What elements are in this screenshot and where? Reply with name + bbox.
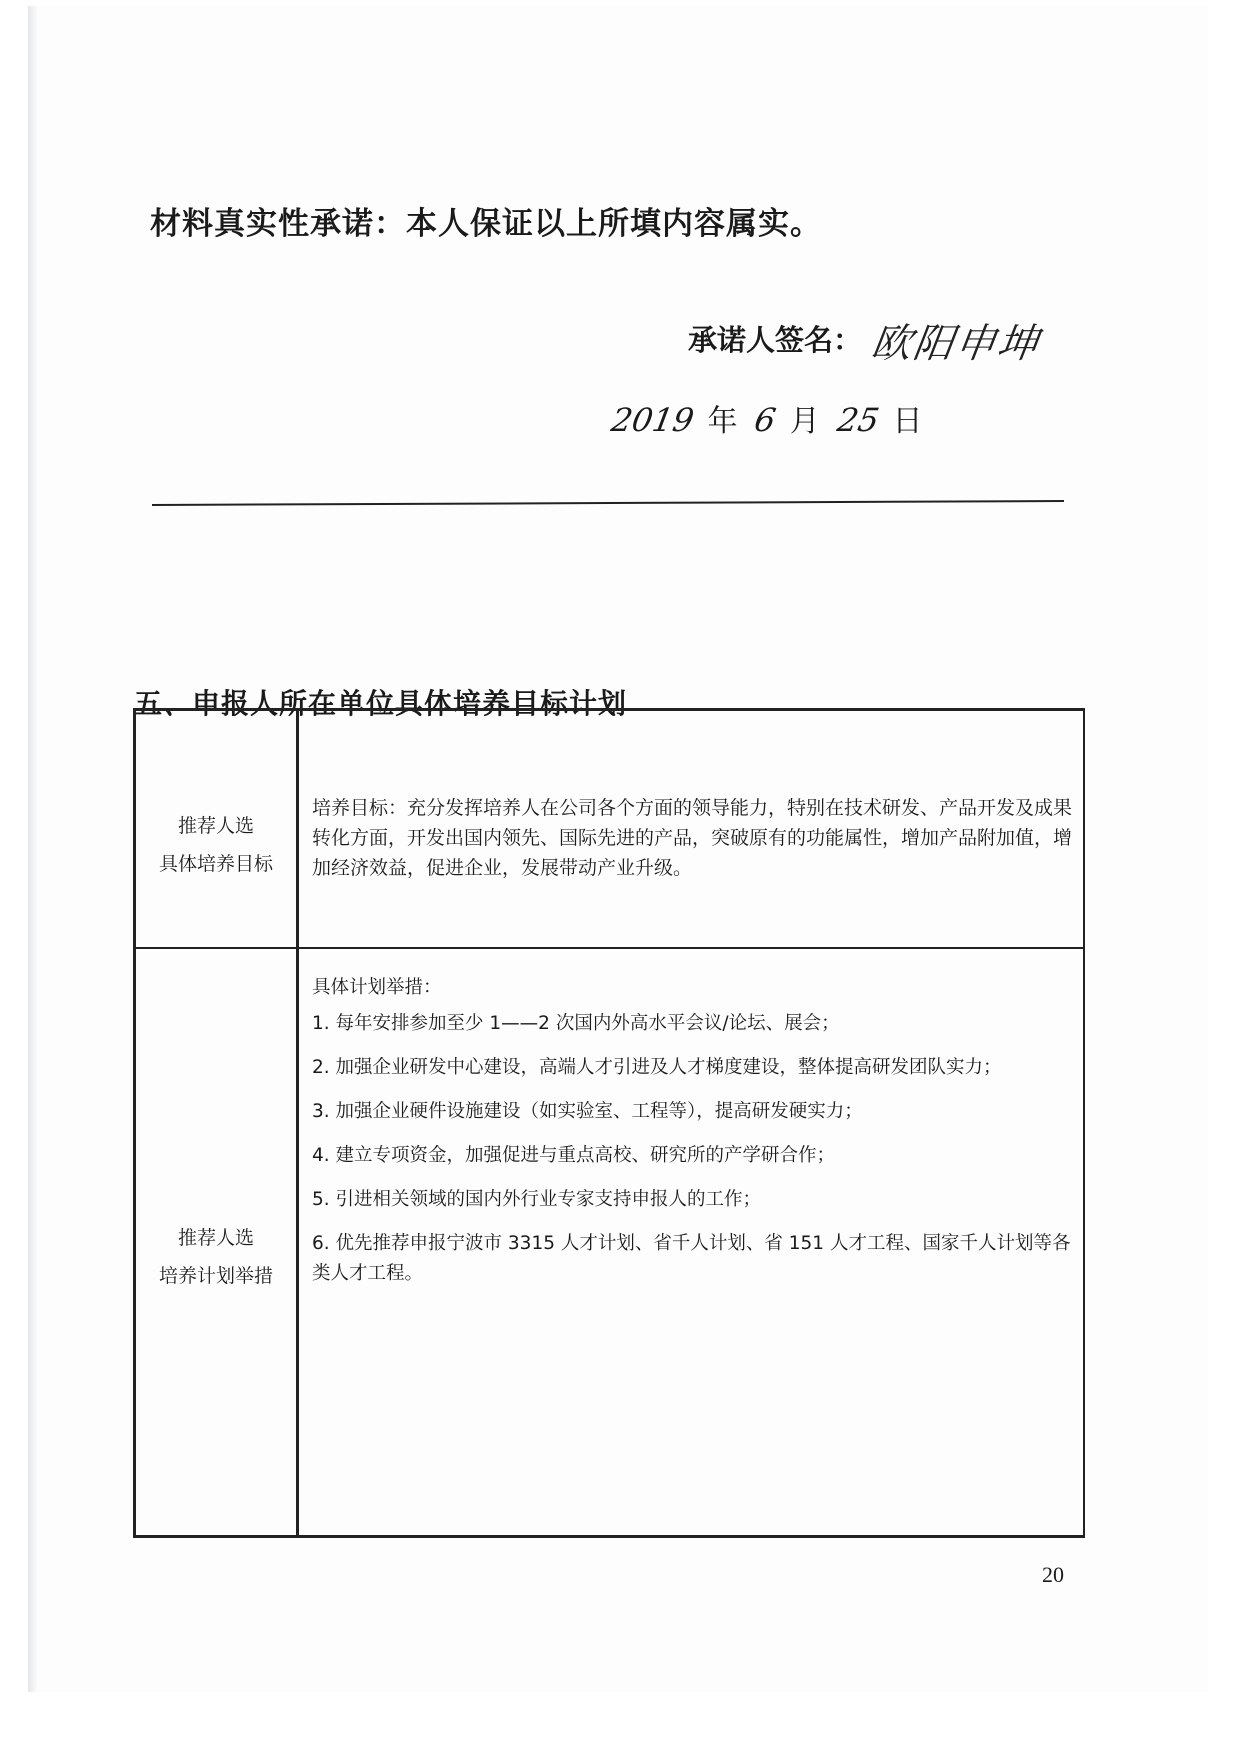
plan-item: 5. 引进相关领域的国内外行业专家支持申报人的工作； [312,1189,762,1210]
date-day-value: 25 [834,401,882,439]
signature-label: 承诺人签名： [688,323,863,357]
signature-date [608,396,941,440]
handwritten-signature: 欧阳申坤 [868,321,1043,367]
date-month-label: 月 [789,404,820,439]
table-column-divider [296,711,299,1535]
row2-label [136,1219,296,1295]
scan-edge-shadow [28,6,38,1692]
training-goal-text: 培养目标：充分发挥培养人在公司各个方面的领导能力，特别在技术研发、产品开发及成果转化方面，开发出国内领先、国际先进的产品，突破原有的功能属性，增加产品附加值，增加经济效益，促进企业，发展带动产业升级。 [312,797,1073,879]
plan-item: 6. 优先推荐申报宁波市 3315 人才计划、省千人计划、省 151 人才工程、国家千人计划等各类人才工程。 [312,1233,1071,1284]
page-number: 20 [1042,1562,1064,1587]
row2-label-line1: 推荐人选 [177,1227,254,1249]
plan-item: 1. 每年安排参加至少 1——2 次国内外高水平会议/论坛、展会； [312,1013,840,1034]
table-row-divider [136,947,1083,949]
plan-item: 4. 建立专项资金，加强促进与重点高校、研究所的产学研合作； [312,1145,836,1166]
plan-item: 2. 加强企业研发中心建设，高端人才引进及人才梯度建设，整体提高研发团队实力； [312,1057,1002,1078]
row1-label [136,807,296,883]
date-year-value: 2019 [608,401,697,439]
section-title: 五、申报人所在单位具体培养目标计划 [134,687,628,720]
plan-measures-heading: 具体计划举措： [312,977,442,998]
pledge-statement: 材料真实性承诺：本人保证以上所填内容属实。 [150,206,822,242]
plan-measures [312,973,1072,1303]
row1-label-line1: 推荐人选 [177,815,254,837]
date-day-label: 日 [892,404,923,439]
row1-label-line2: 具体培养目标 [158,853,273,875]
training-plan-table [133,708,1085,1538]
plan-item: 3. 加强企业硬件设施建设（如实验室、工程等），提高研发硬实力； [312,1101,863,1122]
row2-label-line2: 培养计划举措 [158,1265,273,1287]
date-year-label: 年 [707,404,738,439]
date-month-value: 6 [752,401,780,439]
